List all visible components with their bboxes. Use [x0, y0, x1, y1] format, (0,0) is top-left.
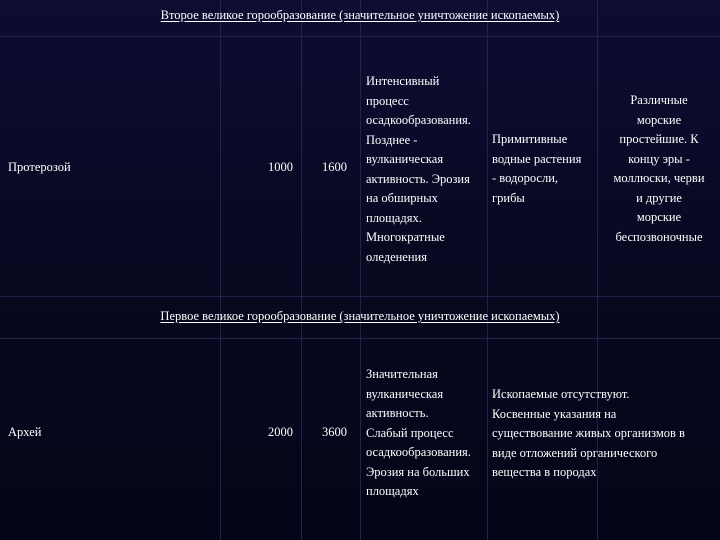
era-name: Протерозой: [8, 160, 71, 174]
grid-line: [0, 296, 720, 297]
section-heading: Первое великое горообразование (значительное уничтожение ископаемых): [160, 309, 560, 323]
grid-line: [487, 0, 488, 540]
grid-line: [0, 338, 720, 339]
grid-line: [301, 0, 302, 540]
section-heading: Второе великое горообразование (значительное уничтожение ископаемых): [160, 8, 560, 22]
geology-text: Значительная вулканическая активность. Слабый процесс осадкообразования. Эрозия на больших площадях: [366, 367, 471, 498]
animals-text: Различные морские простейшие. К концу эры - моллюски, черви и другие морские беспозвоночные: [613, 93, 705, 244]
grid-line: [360, 0, 361, 540]
duration-value: 2000: [268, 425, 293, 439]
plants-text: Примитивные водные растения - водоросли, грибы: [492, 132, 582, 205]
geology-text: Интенсивный процесс осадкообразования. Позднее - вулканическая активность. Эрозия на обширных площадях. Многократные оледенения: [366, 74, 471, 264]
grid-line: [0, 36, 720, 37]
life-text: Ископаемые отсутствуют. Косвенные указания на существование живых организмов в виде отложений органического вещества в породах: [492, 387, 685, 479]
duration-value: 1000: [268, 160, 293, 174]
start-value: 1600: [322, 160, 347, 174]
era-name: Архей: [8, 425, 42, 439]
start-value: 3600: [322, 425, 347, 439]
grid-line: [220, 0, 221, 540]
